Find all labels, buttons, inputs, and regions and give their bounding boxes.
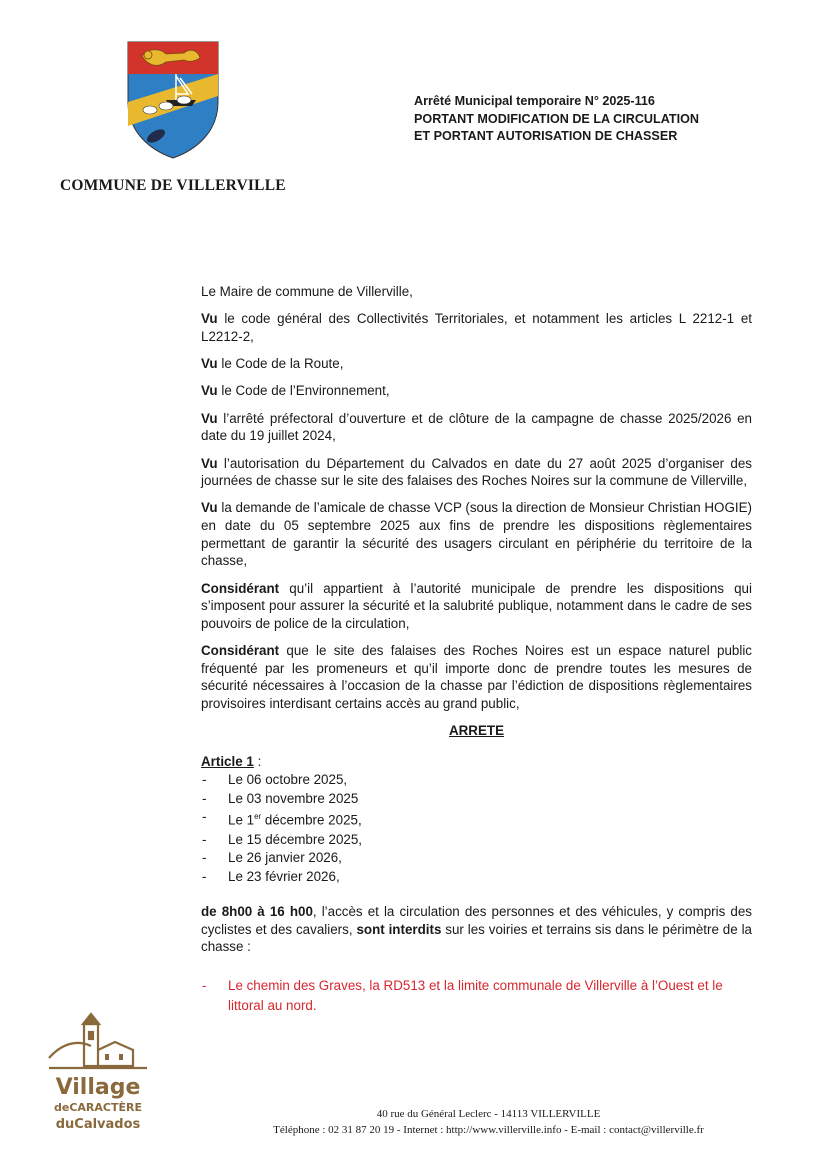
- article-1-title: Article 1 :: [201, 753, 262, 769]
- vu-paragraph: Vu le code général des Collectivités Territoriales, et notamment les articles L 2212-1 et L2212-2,: [201, 311, 752, 344]
- vu-paragraph: Vu l’autorisation du Département du Calvados en date du 27 août 2025 d’organiser des journées de chasse sur le site des falaises des Roches Noires sur la commune de Villerville,: [201, 455, 752, 489]
- logo-calvados-text: duCalvados: [55, 1117, 141, 1132]
- list-item: - Le 26 janvier 2026,: [201, 849, 752, 868]
- list-item: - Le 15 décembre 2025,: [201, 831, 752, 850]
- restriction-paragraph: de 8h00 à 16 h00, l’accès et la circulation des personnes et des véhicules, y compris des cyclistes et des cavaliers, sont interdits sur les voiries et terrains sis dans le périmètre de la chasse :: [201, 904, 753, 955]
- decree-number: Arrêté Municipal temporaire N° 2025-116: [414, 94, 655, 108]
- decree-title: ARRETE: [448, 723, 505, 739]
- vu-paragraph: Vu l’arrêté préfectoral d’ouverture et de clôture de la campagne de chasse 2025/2026 en date du 19 juillet 2024,: [201, 410, 752, 444]
- hunting-dates-list: [201, 771, 752, 886]
- villerville-crest-image: [126, 40, 220, 160]
- logo-village-text: Village: [55, 1075, 141, 1100]
- intro-line: Le Maire de commune de Villerville,: [201, 284, 413, 299]
- considerant-paragraph: Considérant qu’il appartient à l’autorité municipale de prendre les dispositions qui s’imposent pour assurer la sécurité et la salubrité publique, notamment dans le cadre de ses pouvoirs de police de la circulation,: [201, 580, 752, 631]
- perimeter-list: [201, 976, 752, 1016]
- vu-paragraph: Vu le Code de la Route,: [201, 356, 344, 372]
- vu-paragraph: Vu le Code de l’Environnement,: [201, 383, 390, 399]
- list-item: - Le 1er décembre 2025,: [201, 808, 752, 830]
- list-item: - Le 06 octobre 2025,: [201, 771, 752, 790]
- footer-address: 40 rue du Général Leclerc - 14113 VILLERVILLE: [376, 1108, 601, 1120]
- decree-body: [201, 283, 752, 1016]
- decree-subject-line1: PORTANT MODIFICATION DE LA CIRCULATION: [414, 111, 699, 126]
- decree-header: [414, 93, 699, 146]
- list-item: - Le chemin des Graves, la RD513 et la limite communale de Villerville à l’Ouest et le littoral au nord.: [201, 976, 752, 1016]
- list-item: - Le 23 février 2026,: [201, 868, 752, 887]
- list-item: - Le 03 novembre 2025: [201, 790, 752, 809]
- decree-subject-line2: ET PORTANT AUTORISATION DE CHASSER: [414, 129, 678, 143]
- logo-caractere-text: deCARACTÈRE: [54, 1101, 142, 1114]
- page-footer: [0, 1106, 827, 1138]
- considerant-paragraph: Considérant que le site des falaises des Roches Noires est un espace naturel public fréquenté par les promeneurs et qu’il importe donc de prendre toutes les mesures de sécurité nécessaires à l’occasion de la chasse par l’édiction de dispositions règlementaires provisoires interdisant certains accès au grand public,: [201, 643, 752, 711]
- commune-name: COMMUNE DE VILLERVILLE: [60, 177, 286, 194]
- footer-contact: Téléphone : 02 31 87 20 19 - Internet : http://www.villerville.info - E-mail : contact@villerville.fr: [273, 1124, 704, 1136]
- vu-paragraph: Vu la demande de l’amicale de chasse VCP (sous la direction de Monsieur Christian HOGIE) en date du 05 septembre 2025 aux fins de prendre les dispositions règlementaires permettant de garantir la sécurité des usagers circulant en périphérie du territoire de la chasse,: [201, 500, 752, 569]
